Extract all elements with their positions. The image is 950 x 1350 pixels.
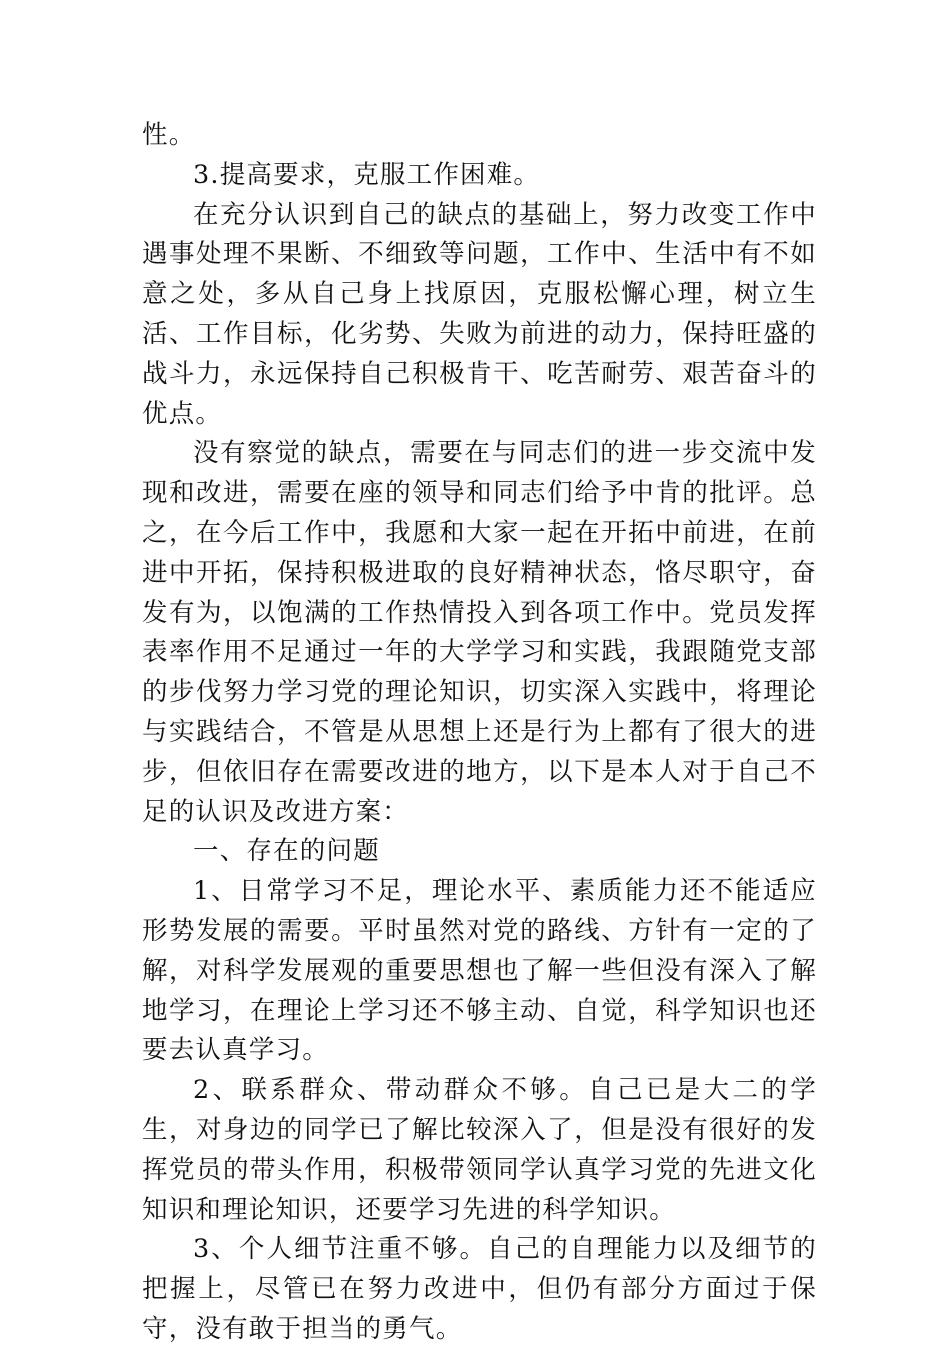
paragraph-1: 性。 xyxy=(142,120,196,150)
paragraph-4: 没有察觉的缺点，需要在与同志们的进一步交流中发现和改进，需要在座的领导和同志们给予中肯的批评。总之，在今后工作中，我愿和大家一起在开拓中前进，在前进中开拓，保持积极进取的良好精神状态，恪尽职守，奋发有为，以饱满的工作热情投入到各项工作中。党员发挥表率作用不足通过一年的大学学习和实践，我跟随党支部的步伐努力学习党的理论知识，切实深入实践中，将理论与实践结合，不管是从思想上还是行为上都有了很大的进步，但依旧存在需要改进的地方，以下是本人对于自己不足的认识及改进方案： xyxy=(142,438,817,827)
section-heading: 一、存在的问题 xyxy=(193,836,380,867)
document-body xyxy=(142,116,817,1350)
paragraph-2: 3.提高要求，克服工作困难。 xyxy=(193,159,541,190)
paragraph-3: 在充分认识到自己的缺点的基础上，努力改变工作中遇事处理不果断、不细致等问题，工作中、生活中有不如意之处，多从自己身上找原因，克服松懈心理，树立生活、工作目标，化劣势、失败为前进的动力，保持旺盛的战斗力，永远保持自己积极肯干、吃苦耐劳、艰苦奋斗的优点。 xyxy=(142,199,817,429)
paragraph-7: 2、联系群众、带动群众不够。自己已是大二的学生，对身边的同学已了解比较深入了，但是没有很好的发挥党员的带头作用，积极带领同学认真学习党的先进文化知识和理论知识，还要学习先进的科学知识。 xyxy=(142,1075,817,1225)
paragraph-6: 1、日常学习不足，理论水平、素质能力还不能适应形势发展的需要。平时虽然对党的路线、方针有一定的了解，对科学发展观的重要思想也了解一些但没有深入了解地学习，在理论上学习还不够主动、自觉，科学知识也还要去认真学习。 xyxy=(142,876,817,1066)
paragraph-8: 3、个人细节注重不够。自己的自理能力以及细节的把握上，尽管已在努力改进中，但仍有部分方面过于保守，没有敢于担当的勇气。 xyxy=(142,1234,817,1344)
